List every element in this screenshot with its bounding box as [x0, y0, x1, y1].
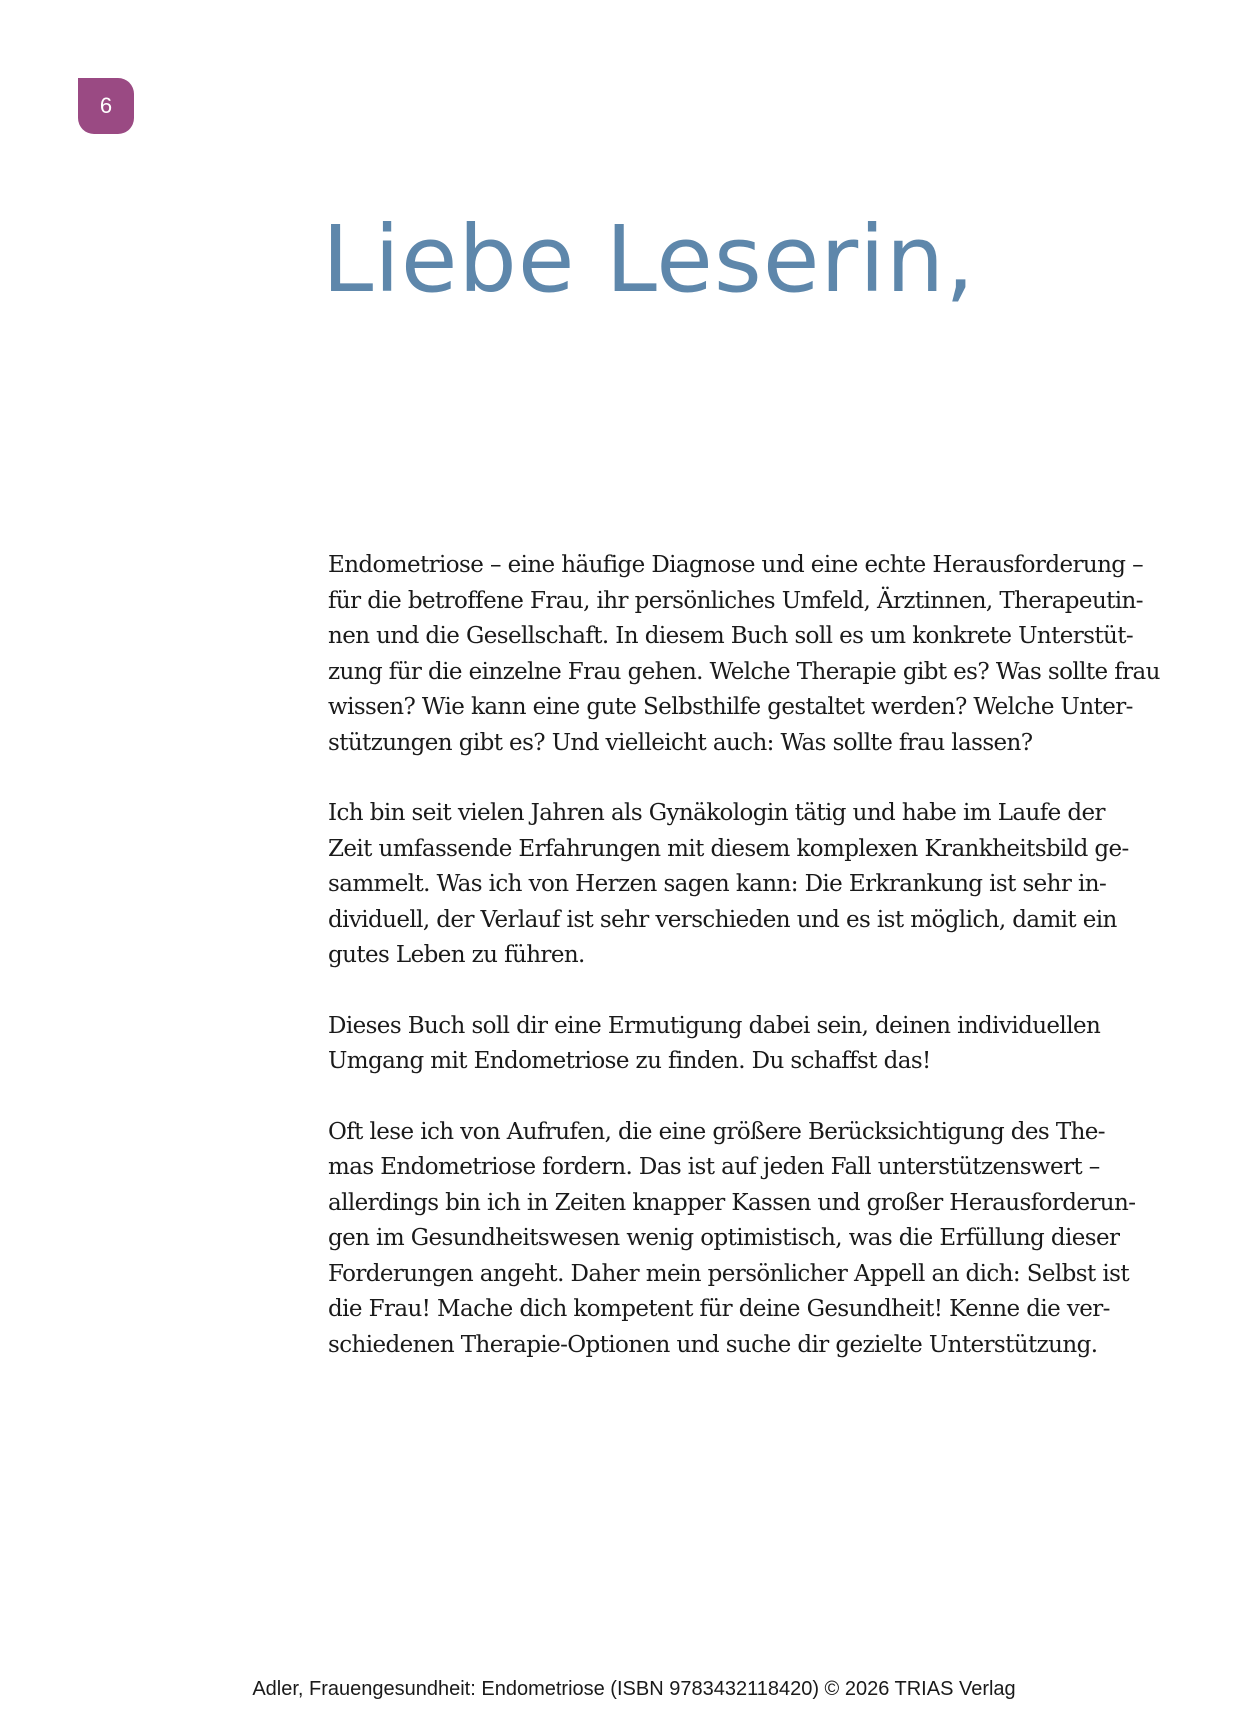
page-number: 6 [99, 93, 113, 118]
text-line: zung für die einzelne Frau gehen. Welche Therapie gibt es? Was sollte frau [328, 658, 1160, 685]
text-line: Oft lese ich von Aufrufen, die eine größere Berücksichtigung des The- [328, 1118, 1105, 1145]
text-line: Endometriose – eine häufige Diagnose und eine echte Herausforderung – [328, 552, 1144, 578]
text-line: Ich bin seit vielen Jahren als Gynäkologin tätig und habe im Laufe der [328, 800, 1105, 826]
text-line: dividuell, der Verlauf ist sehr verschieden und es ist möglich, damit ein [328, 906, 1117, 933]
text-line: schiedenen Therapie-Optionen und suche dir gezielte Unterstützung. [328, 1331, 1098, 1358]
page-number-badge [78, 78, 134, 134]
text-line: Umgang mit Endometriose zu finden. Du schaffst das! [328, 1048, 931, 1074]
text-line: gen im Gesundheitswesen wenig optimistisch, was die Erfüllung dieser [328, 1225, 1120, 1251]
paragraph-1 [328, 548, 1160, 761]
paragraph-2 [328, 796, 1148, 974]
text-line: allerdings bin ich in Zeiten knapper Kassen und großer Herausforderun- [328, 1189, 1136, 1216]
body-text [328, 548, 1160, 1398]
footer-citation: Adler, Frauengesundheit: Endometriose (ISBN 9783432118420) © 2026 TRIAS Verlag [252, 1678, 1016, 1700]
text-line: die Frau! Mache dich kompetent für deine Gesundheit! Kenne die ver- [328, 1296, 1110, 1322]
text-line: sammelt. Was ich von Herzen sagen kann: Die Erkrankung ist sehr in- [328, 871, 1107, 897]
text-line: Zeit umfassende Erfahrungen mit diesem komplexen Krankheitsbild ge- [328, 835, 1129, 862]
paragraph-4 [328, 1115, 1148, 1364]
text-line: für die betroffene Frau, ihr persönliches Umfeld, Ärztinnen, Therapeutin- [328, 587, 1143, 614]
text-line: Forderungen angeht. Daher mein persönlicher Appell an dich: Selbst ist [328, 1260, 1129, 1287]
page-title: Liebe Leserin, [322, 206, 976, 313]
text-line: wissen? Wie kann eine gute Selbsthilfe gestaltet werden? Welche Unter- [328, 694, 1133, 720]
text-line: nen und die Gesellschaft. In diesem Buch soll es um konkrete Unterstüt- [328, 623, 1134, 649]
text-line: gutes Leben zu führen. [328, 942, 585, 968]
paragraph-3 [328, 1009, 1148, 1080]
text-line: mas Endometriose fordern. Das ist auf jeden Fall unterstützenswert – [328, 1154, 1100, 1180]
text-line: Dieses Buch soll dir eine Ermutigung dabei sein, deinen individuellen [328, 1012, 1101, 1039]
text-line: stützungen gibt es? Und vielleicht auch: Was sollte frau lassen? [328, 729, 1033, 756]
